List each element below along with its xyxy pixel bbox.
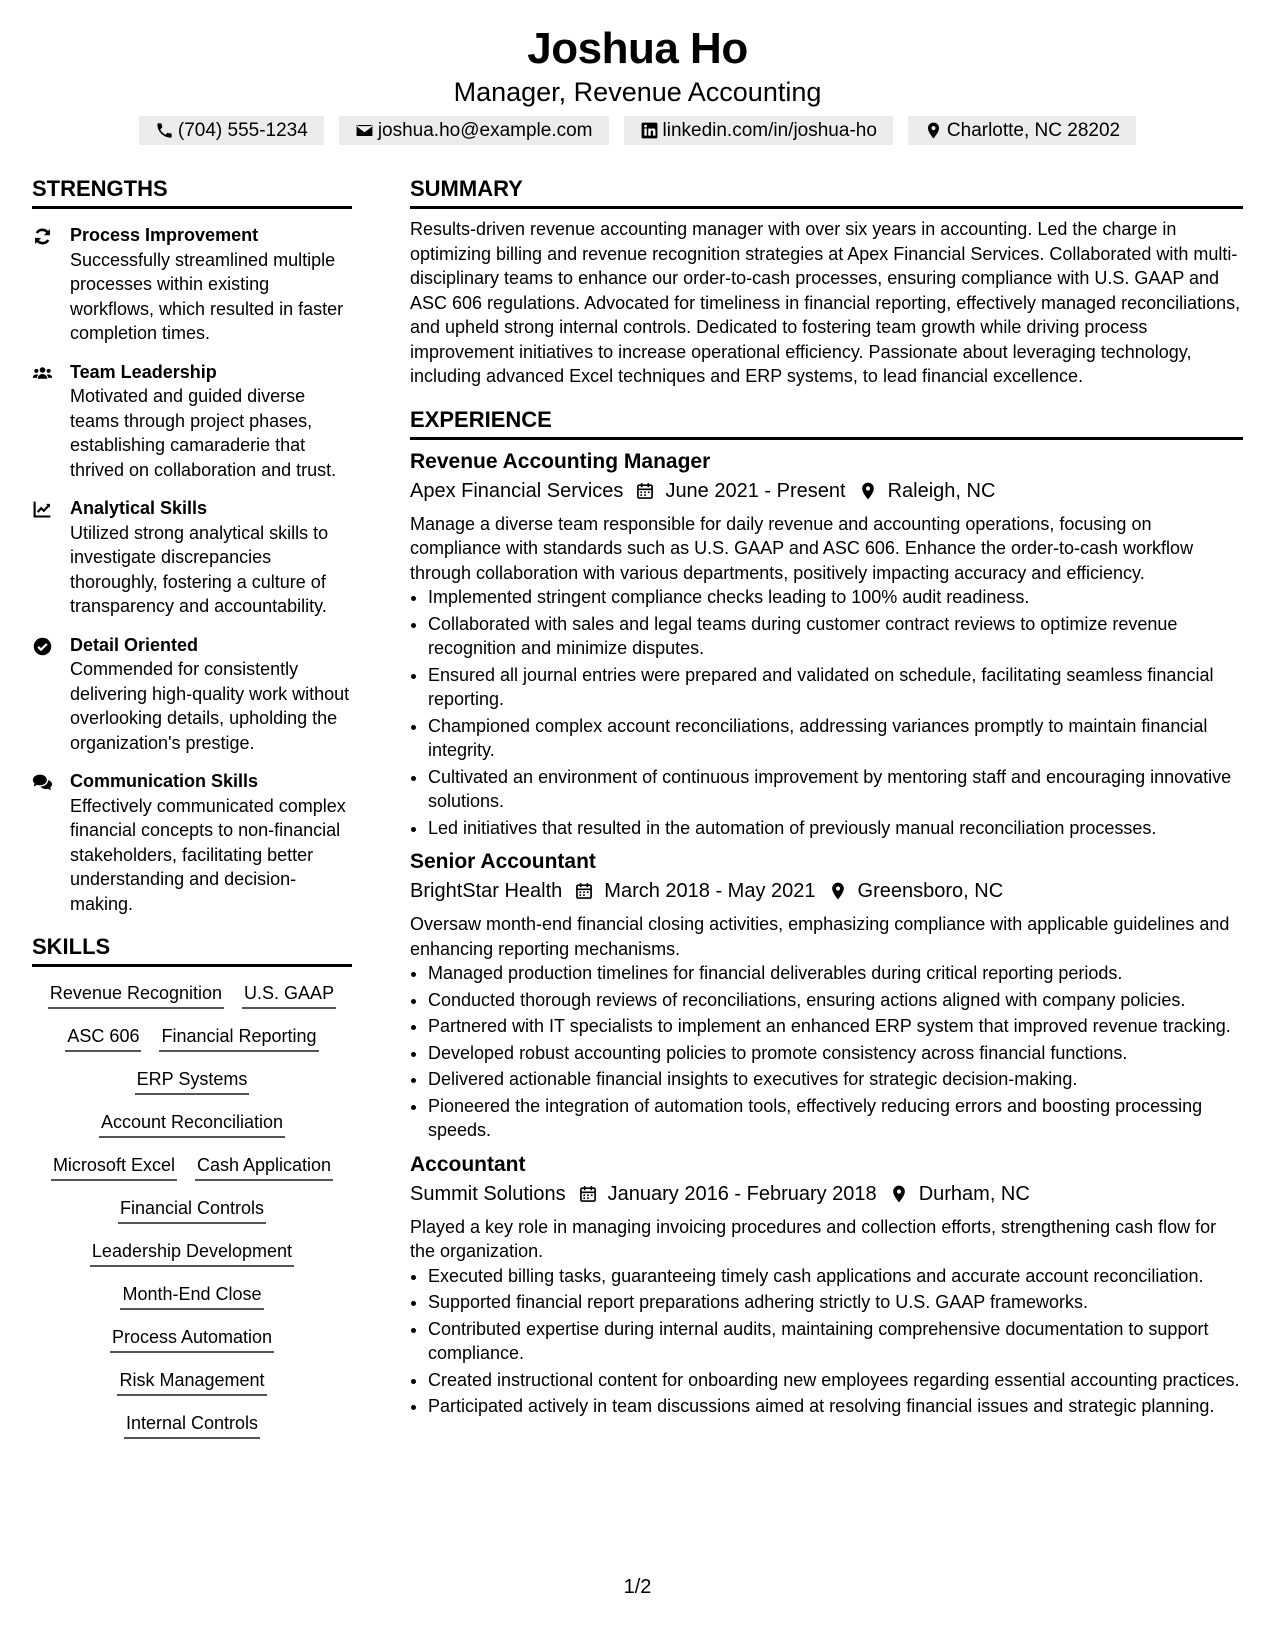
- strength-item: [32, 223, 352, 346]
- job-bullet: • Led initiatives that resulted in the automation of previously manual reconciliation processes.: [428, 816, 1243, 841]
- job-bullet: • Supported financial report preparations adhering strictly to U.S. GAAP frameworks.: [428, 1290, 1243, 1315]
- contact-email-text[interactable]: joshua.ho@example.com: [377, 120, 593, 141]
- strength-name: Team Leadership: [70, 361, 217, 382]
- sync-icon: [32, 226, 53, 247]
- contact-bar: [0, 116, 1275, 145]
- strength-name: Detail Oriented: [70, 634, 199, 655]
- job-location: Raleigh, NC: [887, 479, 996, 502]
- summary-text: Results-driven revenue accounting manager with over six years in accounting. Led the charge in optimizing billing and revenue recognition strategies at Apex Financial Services. Collaborated with multi-disciplinary teams to enhance our order-to-cash processes, ensuring compliance with U.S. GAAP and ASC 606 regulations. Advocated for timeliness in financial reporting, effectively managed reconciliations, and upheld strong internal controls. Dedicated to fostering team growth while driving process improvement initiatives to increase operational efficiency. Passionate about leveraging technology, including advanced Excel techniques and ERP systems, to lead financial excellence.: [410, 219, 1241, 386]
- job-location-group: [858, 476, 996, 506]
- skill-tag: Process Automation: [110, 1325, 274, 1353]
- job-company: Apex Financial Services: [410, 479, 624, 502]
- check-circle-icon: [32, 636, 53, 657]
- skill-tag: Revenue Recognition: [48, 981, 224, 1009]
- map-pin-icon: [924, 121, 943, 140]
- contact-linkedin[interactable]: [624, 116, 893, 145]
- job-bullet: • Cultivated an environment of continuous improvement by mentoring staff and encouraging innovative solutions.: [428, 765, 1243, 814]
- job-dates-group: [578, 1179, 877, 1209]
- strength-text: Effectively communicated complex financial concepts to non-financial stakeholders, facilitating better understanding and decision-making.: [70, 795, 346, 914]
- strengths-heading: STRENGTHS: [32, 172, 352, 209]
- job-dates-group: [635, 476, 845, 506]
- skills-row: [32, 1110, 352, 1138]
- job-meta: [410, 476, 1243, 506]
- job-entry: [410, 1151, 1243, 1419]
- left-column: [32, 172, 352, 1439]
- job-company: Summit Solutions: [410, 1182, 566, 1205]
- job-dates-group: [574, 876, 815, 906]
- strength-text: Utilized strong analytical skills to investigate discrepancies thoroughly, fostering a culture of transparency and accountability.: [70, 522, 329, 616]
- job-description: Oversaw month-end financial closing activities, emphasizing compliance with applicable guidelines and enhancing reporting mechanisms.: [410, 914, 1230, 959]
- page-number: 1/2: [623, 1576, 652, 1598]
- strength-text: Commended for consistently delivering high-quality work without overlooking details, upholding the organization's prestige.: [70, 659, 350, 753]
- strength-item: [32, 360, 352, 483]
- linkedin-icon: [640, 121, 659, 140]
- contact-location: [908, 116, 1136, 145]
- strength-name: Analytical Skills: [70, 498, 208, 518]
- skills-row: [32, 1239, 352, 1267]
- skill-tag: ERP Systems: [135, 1067, 250, 1095]
- calendar-icon: [574, 881, 594, 901]
- map-pin-icon: [858, 481, 878, 501]
- skill-tag: Month-End Close: [120, 1282, 263, 1310]
- job-location-group: [889, 1179, 1030, 1209]
- job-description: Played a key role in managing invoicing procedures and collection efforts, strengthening cash flow for the organization.: [410, 1216, 1217, 1261]
- skill-tag: Financial Controls: [118, 1196, 266, 1224]
- skills-row: [32, 1024, 352, 1052]
- phone-icon: [155, 121, 174, 140]
- job-bullet: • Ensured all journal entries were prepared and validated on schedule, facilitating seamless financial reporting.: [428, 663, 1243, 712]
- job-bullet: • Developed robust accounting policies to promote consistency across financial functions.: [428, 1041, 1243, 1066]
- job-bullet: • Contributed expertise during internal audits, maintaining comprehensive documentation to support compliance.: [428, 1317, 1243, 1366]
- job-entry: [410, 448, 1243, 841]
- strengths-list: [32, 223, 352, 916]
- skill-tag: Leadership Development: [90, 1239, 294, 1267]
- job-bullet: • Managed production timelines for financial deliverables during critical reporting periods.: [428, 961, 1243, 986]
- contact-location-text: Charlotte, NC 28202: [946, 120, 1121, 141]
- skill-tag: Financial Reporting: [159, 1024, 318, 1052]
- job-bullets: [410, 1264, 1243, 1419]
- skills-row: [32, 981, 352, 1009]
- job-bullet: • Executed billing tasks, guaranteeing timely cash applications and accurate account reconciliation.: [428, 1264, 1243, 1289]
- job-title: Senior Accountant: [410, 850, 596, 873]
- users-icon: [32, 363, 53, 384]
- job-bullet: • Implemented stringent compliance checks leading to 100% audit readiness.: [428, 585, 1243, 610]
- job-dates: March 2018 - May 2021: [604, 880, 816, 902]
- job-dates: January 2016 - February 2018: [607, 1182, 877, 1205]
- contact-email[interactable]: [339, 116, 609, 145]
- job-bullet: • Created instructional content for onboarding new employees regarding essential accounting practices.: [428, 1368, 1243, 1393]
- calendar-icon: [578, 1184, 598, 1204]
- strength-text: Successfully streamlined multiple processes within existing workflows, which resulted in faster completion times.: [70, 249, 344, 343]
- strength-text: Motivated and guided diverse teams through project phases, establishing camaraderie that thrived on collaboration and trust.: [70, 386, 337, 480]
- job-company: BrightStar Health: [410, 880, 563, 902]
- job-bullet: • Conducted thorough reviews of reconciliations, ensuring actions aligned with company policies.: [428, 988, 1243, 1013]
- resume-header: [0, 0, 1275, 145]
- job-meta: [410, 1179, 1243, 1209]
- strength-name: Process Improvement: [70, 225, 259, 245]
- job-location-group: [828, 876, 1004, 906]
- skill-tag: Microsoft Excel: [51, 1153, 177, 1181]
- skills-row: [32, 1411, 352, 1439]
- job-dates: June 2021 - Present: [665, 479, 846, 502]
- envelope-icon: [355, 121, 374, 140]
- strength-item: [32, 496, 352, 619]
- contact-phone-text: (704) 555-1234: [177, 120, 308, 141]
- job-bullet: • Pioneered the integration of automation tools, effectively reducing errors and boosting processing speeds.: [428, 1094, 1243, 1143]
- job-location: Greensboro, NC: [857, 880, 1004, 902]
- contact-linkedin-text[interactable]: linkedin.com/in/joshua-ho: [662, 120, 877, 141]
- skills-row: [32, 1282, 352, 1310]
- skill-tag: Cash Application: [195, 1153, 333, 1181]
- job-title: Accountant: [410, 1152, 526, 1176]
- job-bullets: [410, 585, 1243, 840]
- map-pin-icon: [889, 1184, 909, 1204]
- job-bullet: • Partnered with IT specialists to implement an enhanced ERP system that improved revenue tracking.: [428, 1014, 1243, 1039]
- skills-list: [32, 967, 352, 1439]
- skills-row: [32, 1196, 352, 1224]
- map-pin-icon: [828, 881, 848, 901]
- summary-heading: SUMMARY: [410, 172, 1243, 209]
- job-bullet: • Delivered actionable financial insights to executives for strategic decision-making.: [428, 1067, 1243, 1092]
- skill-tag: Risk Management: [117, 1368, 266, 1396]
- skills-row: [32, 1067, 352, 1095]
- comments-icon: [32, 772, 53, 793]
- skill-tag: U.S. GAAP: [242, 981, 336, 1009]
- calendar-icon: [635, 481, 655, 501]
- job-meta: [410, 876, 1243, 906]
- candidate-title: Manager, Revenue Accounting: [453, 77, 822, 107]
- job-entry: [410, 848, 1243, 1143]
- skill-tag: Internal Controls: [124, 1411, 260, 1439]
- skills-row: [32, 1153, 352, 1181]
- job-title: Revenue Accounting Manager: [410, 449, 711, 473]
- strength-name: Communication Skills: [70, 771, 259, 791]
- line-chart-icon: [32, 499, 53, 520]
- job-bullet: • Participated actively in team discussions aimed at resolving financial issues and strategic planning.: [428, 1394, 1243, 1419]
- job-bullet: • Collaborated with sales and legal teams during customer contract reviews to optimize revenue recognition and minimize disputes.: [428, 612, 1243, 661]
- job-bullets: [410, 961, 1243, 1143]
- job-bullet: • Championed complex account reconciliations, addressing variances promptly to maintain financial integrity.: [428, 714, 1243, 763]
- experience-list: [410, 448, 1243, 1419]
- skill-tag: Account Reconciliation: [99, 1110, 285, 1138]
- job-description: Manage a diverse team responsible for daily revenue and accounting operations, focusing on compliance with standards such as U.S. GAAP and ASC 606. Enhance the order-to-cash workflow through collaboration with various departments, positively impacting accuracy and efficiency.: [410, 513, 1194, 583]
- experience-heading: EXPERIENCE: [410, 403, 1243, 440]
- skills-row: [32, 1325, 352, 1353]
- job-location: Durham, NC: [918, 1182, 1030, 1205]
- strength-item: [32, 769, 352, 916]
- skills-section: [32, 930, 352, 1439]
- candidate-name: Joshua Ho: [527, 24, 748, 73]
- skills-heading: SKILLS: [32, 930, 352, 967]
- right-column: [410, 172, 1243, 1421]
- contact-phone: [139, 116, 324, 145]
- strength-item: [32, 633, 352, 756]
- skill-tag: ASC 606: [65, 1024, 141, 1052]
- skills-row: [32, 1368, 352, 1396]
